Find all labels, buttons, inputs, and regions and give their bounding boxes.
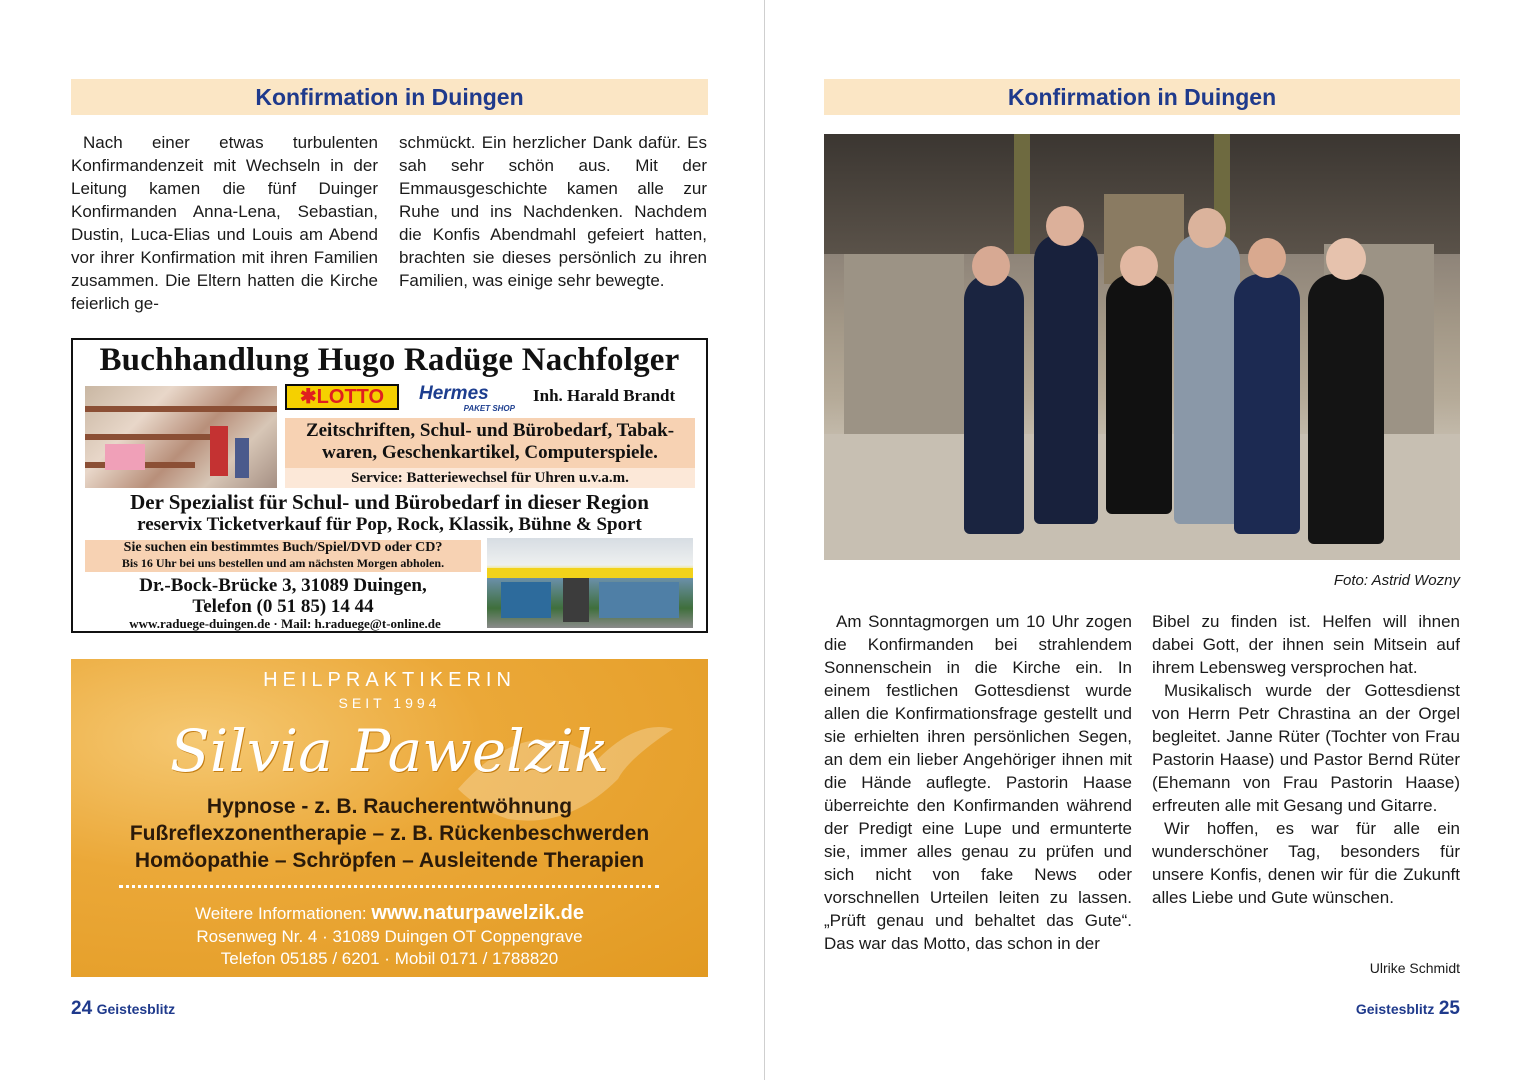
photo-credit: Foto: Astrid Wozny <box>1333 572 1460 589</box>
paragraph: schmückt. Ein herzlicher Dank dafür. Es sah sehr schön aus. Mit der Emmausgeschichte kamen alle zur Ruhe und ins Nachdenken. Nachdem die Konfis Abendmahl gefeiert hatten, brachten sie dieses persönlich zu ihren Familien, was einige sehr bewegte. <box>399 133 707 290</box>
ad-title: Buchhandlung Hugo Radüge Nachfolger <box>99 342 680 378</box>
info-label: Weitere Informationen: <box>194 904 367 923</box>
author-signature: Ulrike Schmidt <box>1369 960 1460 976</box>
paragraph: Musikalisch wurde der Gottesdienst von Herrn Petr Chrastina an der Orgel begleitet. Janne Rüter (Tochter von Frau Pastorin Haase) und Pastor Bernd Rüter (Ehemann von Frau Pastorin Haase) erfreuten alle mit Gesang und Gitarre. <box>1152 681 1460 815</box>
shop-phone: Telefon (0 51 85) 14 44 <box>192 596 374 617</box>
page-number: 25 <box>1438 998 1460 1019</box>
page-footer <box>1337 998 1460 1020</box>
heilpraktikerin-ad <box>71 659 708 977</box>
lotto-logo: ✱LOTTO <box>285 384 399 410</box>
practitioner-name: Silvia Pawelzik <box>170 717 609 785</box>
shop-address: Dr.-Bock-Brücke 3, 31089 Duingen, <box>139 575 427 596</box>
shop-front-photo <box>487 538 693 628</box>
article-column-1 <box>71 131 378 315</box>
article-column-2 <box>399 131 707 292</box>
service-line: Homöopathie – Schröpfen – Ausleitende Therapien <box>134 849 645 872</box>
info-url[interactable]: www.naturpawelzik.de <box>371 902 585 924</box>
reservix-line: reservix Ticketverkauf für Pop, Rock, Klassik, Bühne & Sport <box>137 514 642 535</box>
article-column-1 <box>824 610 1132 955</box>
owner-name: Inh. Harald Brandt <box>533 386 676 405</box>
paragraph: Nach einer etwas turbulenten Konfirmandenzeit mit Wechseln in der Leitung kamen die fünf Duinger Konfirmanden Anna-Lena, Sebastian, Dustin, Luca-Elias und Louis am Abend vor ihrer Konfirmation mit ihren Familien zusammen. Die Eltern hatten die Kirche feierlich ge- <box>71 133 378 313</box>
article-column-2 <box>1152 610 1460 909</box>
ad-heading: HEILPRAKTIKERIN <box>263 669 516 691</box>
order-box <box>85 540 481 572</box>
bookshop-ad <box>71 338 708 633</box>
practice-address: Rosenweg Nr. 4 · 31089 Duingen OT Coppengrave <box>196 927 583 946</box>
service-line: Fußreflexzonentherapie – z. B. Rückenbeschwerden <box>129 822 650 845</box>
service-line: Service: Batteriewechsel für Uhren u.v.a.m. <box>285 468 695 488</box>
article-header: Konfirmation in Duingen <box>824 79 1460 115</box>
products-line: waren, Geschenkartikel, Computerspiele. <box>322 442 658 463</box>
shop-interior-photo <box>85 386 277 488</box>
service-line: Hypnose - z. B. Raucherentwöhnung <box>206 795 573 818</box>
divider <box>119 885 659 888</box>
order-question: Sie suchen ein bestimmtes Buch/Spiel/DVD oder CD? <box>123 540 443 555</box>
ad-since: SEIT 1994 <box>338 695 441 711</box>
confirmation-group-photo <box>824 134 1460 560</box>
paragraph: Am Sonntagmorgen um 10 Uhr zogen die Konfirmanden bei strahlendem Sonnenschein in die Kirche ein. In einem festlichen Gottesdienst wurde allen die Konfirmationsfrage gestellt und sie erhielten ihren persönlichen Segen, an dem ein lieber Angehöriger ihnen mit die Hände auflegte. Pastorin Haase überreichte den Konfirmanden während der Predigt eine Lupe und ermunterte sie, immer alles genau zu prüfen und sich nicht von fake News oder vorschnellen Urteilen leiten zu lassen. „Prüft genau und behaltet das Gute“. Das war das Motto, das schon in der <box>824 612 1132 953</box>
page-number: 24 <box>71 998 93 1019</box>
magazine-name: Geistesblitz <box>96 1001 176 1017</box>
magazine-name: Geistesblitz <box>1355 1001 1435 1017</box>
page-footer <box>71 998 175 1020</box>
paragraph: Wir hoffen, es war für alle ein wunderschöner Tag, besonders für unsere Konfis, denen wir für die Zukunft alles Liebe und Gute wünschen. <box>1152 819 1460 907</box>
products-line: Zeitschriften, Schul- und Bürobedarf, Tabak- <box>305 420 675 441</box>
article-header: Konfirmation in Duingen <box>71 79 708 115</box>
hermes-logo: Hermes PAKET SHOP <box>419 383 515 413</box>
paragraph: Bibel zu finden ist. Helfen will ihnen dabei Gott, der ihnen sein Mitsein auf ihrem Lebensweg versprochen hat. <box>1152 612 1460 677</box>
specialist-line: Der Spezialist für Schul- und Bürobedarf in dieser Region <box>130 490 649 514</box>
info-line <box>71 902 708 925</box>
order-answer: Bis 16 Uhr bei uns bestellen und am nächsten Morgen abholen. <box>121 556 445 570</box>
shop-web: www.raduege-duingen.de · Mail: h.raduege@t-online.de <box>129 616 441 631</box>
practice-phone: Telefon 05185 / 6201 · Mobil 0171 / 1788820 <box>220 949 559 968</box>
